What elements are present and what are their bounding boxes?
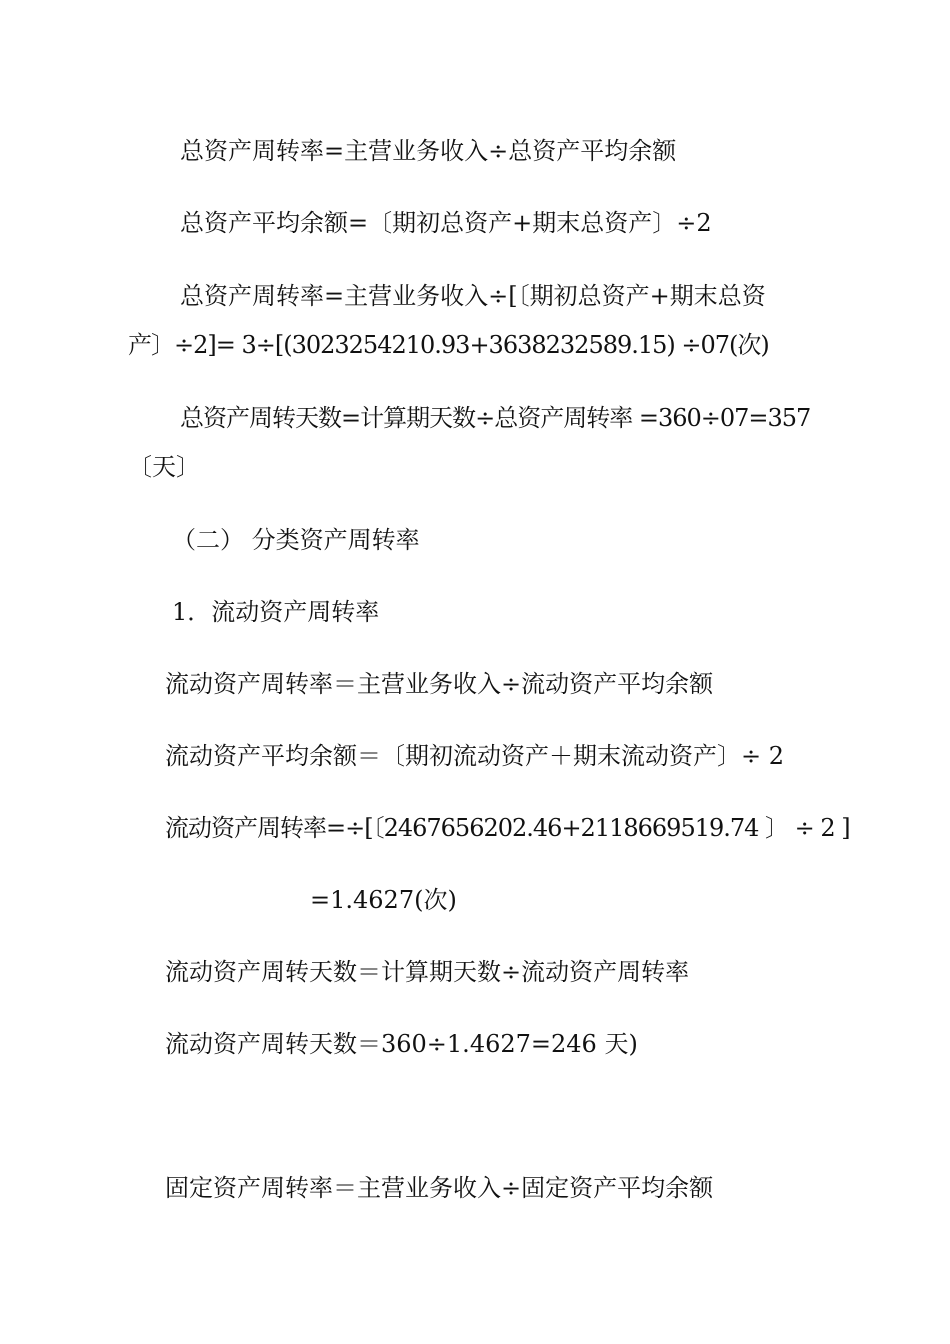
formula-days-unit: 〔天〕 <box>128 453 200 481</box>
formula-total-asset-turnover-days: 总资产周转天数=计算期天数÷总资产周转率 =360÷07=357 <box>180 404 811 432</box>
formula-fixed-asset-turnover: 固定资产周转率＝主营业务收入÷固定资产平均余额 <box>165 1174 714 1202</box>
formula-current-asset-turnover-days: 流动资产周转天数＝计算期天数÷流动资产周转率 <box>165 958 690 986</box>
subsection-heading-current-assets: 1．流动资产周转率 <box>172 598 380 626</box>
formula-current-asset-turnover: 流动资产周转率＝主营业务收入÷流动资产平均余额 <box>165 670 714 698</box>
formula-total-asset-turnover: 总资产周转率=主营业务收入÷总资产平均余额 <box>180 137 677 165</box>
formula-total-asset-turnover-calc: 产〕÷2]= 3÷[(3023254210.93+3638232589.15) ÷07(次) <box>128 331 769 359</box>
formula-total-asset-turnover-expanded: 总资产周转率=主营业务收入÷[〔期初总资产+期末总资 <box>180 282 766 310</box>
formula-current-asset-turnover-result: =1.4627(次) <box>310 886 457 914</box>
formula-total-asset-average: 总资产平均余额=〔期初总资产+期末总资产〕÷2 <box>180 209 712 237</box>
formula-current-asset-average: 流动资产平均余额＝〔期初流动资产＋期末流动资产〕÷ 2 <box>165 742 785 770</box>
formula-current-asset-turnover-days-calc: 流动资产周转天数＝360÷1.4627=246 天) <box>165 1030 638 1058</box>
formula-current-asset-turnover-calc: 流动资产周转率=÷[〔2467656202.46+2118669519.74 〕 ÷ 2 ] <box>165 814 850 842</box>
section-heading-classified-assets: （二） 分类资产周转率 <box>172 526 420 554</box>
